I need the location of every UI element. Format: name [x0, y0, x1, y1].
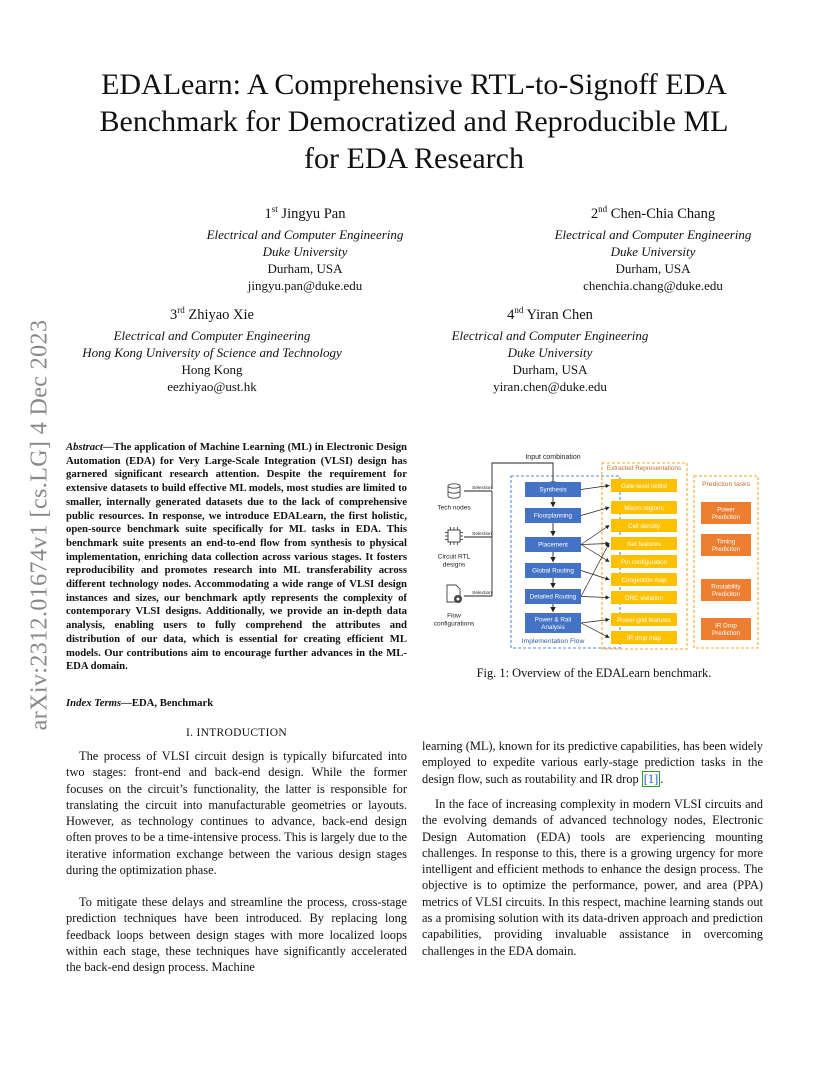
selection-label: Selection — [472, 591, 492, 596]
prediction-tasks-title: Prediction tasks — [702, 481, 750, 488]
intro-paragraph: To mitigate these delays and streamline the process, cross-stage prediction techniques have been introduced. By replacing long feedback loops between design stages with more localized loops within each stage, these techniques have significantly accelerated the back-end design process. Machine — [66, 895, 407, 975]
section-heading: I. INTRODUCTION — [186, 727, 287, 739]
representation-arrow — [581, 544, 609, 545]
abstract: Abstract—The application of Machine Learning (ML) in Electronic Design Automation (EDA) for Very Large-Scale Integration (VLSI) design has garnered significant research attention. Despite the requirement for extensive datasets to build effective ML models, most studies are limited to smaller, internally generated datasets due to the lack of comprehensive public resources. In response, we introduce EDALearn, the first holistic, open-source benchmark suite specifically for ML tasks in EDA. This benchmark suite presents an end-to-end flow from synthesis to physical implementation, enriching data collection across various stages. It fosters reproducibility and promotes research into ML transferability across different technology nodes. Accommodating a wide range of VLSI design instances and sizes, our benchmark aptly represents the complexity of contemporary VLSI designs. Additionally, we provide an in-depth data analysis, enabling users to fully comprehend the attributes and distribution of our data, which is essential for creating efficient ML models. Our contributions aim to encourage further advances in the ML-EDA domain. — [66, 441, 407, 673]
title-line: EDALearn: A Comprehensive RTL-to-Signoff EDA — [101, 68, 727, 101]
index-terms-label: Index Terms — [66, 697, 122, 709]
flow-step-label: Global Routing — [532, 567, 574, 575]
intro-paragraph: The process of VLSI circuit design is typically bifurcated into two stages: front-end and back-end design. While the former focuses on the circuit’s functionality, the latter is responsible for translating the circuit into manufacturable geometries or layouts. However, as technology continues to advance, back-end design often proves to be a time-intensive process. This is largely due to the iterative information exchange between the various design stages during the optimization phase. — [66, 749, 407, 878]
author-email: jingyu.pan@duke.edu — [247, 277, 363, 293]
prediction-task-label: Timing — [716, 538, 736, 546]
flow-step-label: Analysis — [541, 623, 565, 631]
author-name: 4nd Yiran Chen — [507, 305, 593, 323]
selection-label: Selection — [472, 486, 492, 491]
author-email: chenchia.chang@duke.edu — [583, 277, 723, 293]
prediction-task-label: Power — [717, 506, 735, 514]
representation-label: Gate-level netlist — [620, 483, 668, 490]
representation-label: Congestion map — [621, 577, 667, 584]
index-terms: Index Terms—EDA, Benchmark — [66, 697, 214, 709]
input-label-circuit-rtl: Circuit RTL — [437, 553, 471, 561]
author-institution: Duke University — [610, 243, 696, 259]
author-location: Hong Kong — [181, 361, 243, 377]
database-icon-top — [448, 484, 460, 488]
title-line: for EDA Research — [304, 142, 524, 175]
representation-arrow — [581, 526, 609, 545]
flow-step-label: Synthesis — [539, 486, 567, 494]
author-institution: Duke University — [507, 344, 593, 360]
extracted-representations-title: Extracted Representations — [606, 465, 682, 472]
representation-arrow — [581, 623, 609, 638]
abstract-text: The application of Machine Learning (ML) in Electronic Design Automation (EDA) for Very Large-Scale Integration (VLSI) design has garnered significant research attention. Despite the requirement for extensive datasets to build effective ML models, most studies are limited to smaller, internally generated datasets due to the lack of comprehensive public resources. In response, we introduce EDALearn, the first holistic, open-source benchmark suite specifically for ML tasks in EDA. This benchmark suite presents an end-to-end flow from synthesis to physical implementation, enriching data collection across various stages. It fosters reproducibility and promotes research into ML transferability across different technology nodes. Accommodating a wide range of VLSI design instances and sizes, our benchmark aptly represents the complexity of contemporary VLSI designs. Additionally, we provide an in-depth data analysis, enabling users to fully comprehend the attributes and distribution of our data, which is essential for creating efficient ML models. Our contributions aim to encourage further advances in the ML-EDA domain. — [66, 441, 407, 673]
author-institution: Duke University — [262, 243, 348, 259]
input-combination-label: Input combination — [525, 454, 581, 461]
author-name: 1st Jingyu Pan — [264, 204, 346, 222]
representation-arrow — [581, 486, 609, 490]
author-location: Durham, USA — [267, 260, 343, 276]
prediction-task-label: Prediciton — [711, 590, 741, 598]
abstract-label: Abstract — [66, 441, 103, 453]
flow-step-label: Floorplanning — [533, 512, 573, 520]
arxiv-identifier: arXiv:2312.01674v1 [cs.LG] 4 Dec 2023 — [26, 319, 53, 731]
input-label-circuit-rtl: designs — [442, 561, 466, 569]
author-department: Electrical and Computer Engineering — [554, 226, 752, 242]
chip-icon-body — [448, 530, 460, 542]
representation-arrow — [581, 620, 609, 624]
gear-icon-hole — [457, 598, 460, 601]
figure-1 — [427, 449, 763, 654]
author-name: 3rd Zhiyao Xie — [169, 305, 254, 323]
representation-label: DRC violation — [625, 595, 663, 602]
author-email: eezhiyao@ust.hk — [167, 378, 257, 394]
selection-label: Selection — [472, 532, 492, 537]
prediction-task-label: Prediciton — [711, 513, 741, 521]
author-department: Electrical and Computer Engineering — [451, 327, 649, 343]
author-block-3 — [40, 302, 384, 395]
prediction-task-label: Routability — [711, 583, 741, 591]
prediction-task-label: Prediciton — [711, 545, 741, 553]
representation-arrow — [581, 544, 609, 597]
representation-label: Pin configuration — [620, 559, 668, 566]
representation-arrow — [581, 597, 609, 598]
author-department: Electrical and Computer Engineering — [206, 226, 404, 242]
chip-icon — [445, 527, 463, 545]
input-label-tech-nodes: Tech nodes — [437, 504, 471, 512]
flow-step-label: Power & Rail — [534, 616, 572, 624]
representation-arrow — [581, 571, 609, 580]
author-institution: Hong Kong University of Science and Technology — [82, 344, 342, 360]
input-label-flow-configurations: configurations — [433, 620, 475, 628]
representation-label: IR drop map — [626, 635, 662, 642]
prediction-task-label: Prediction — [711, 629, 741, 637]
prediction-task-label: IR Drop — [715, 622, 737, 630]
intro-paragraph: In the face of increasing complexity in modern VLSI circuits and the evolving demands of advanced technology nodes, Electronic Design Automation (EDA) tools are experiencing mounting challenges. In response to this, there is a growing urgency for more intelligent and efficient methods to enhance the design process. The objective is to optimize the performance, power, and area (PPA) metrics of VLSI circuits. In this respect, machine learning stands out as a promising solution with its data-driven approach and prediction capabilities, providing invaluable assistance in overcoming challenges in the EDA domain. — [422, 797, 763, 958]
representation-label: Cell density — [628, 523, 660, 530]
author-block-1 — [140, 201, 470, 294]
benchmark-overview-diagram — [427, 449, 763, 654]
author-department: Electrical and Computer Engineering — [113, 327, 311, 343]
representation-label: Power grid features — [617, 617, 671, 624]
representation-label: Net features — [627, 541, 661, 548]
author-name: 2nd Chen-Chia Chang — [590, 204, 716, 222]
database-icon-band — [448, 491, 460, 493]
intro-paragraph-continued: learning (ML), known for its predictive capabilities, has been widely employed to expedite various early-stage prediction tasks in the design flow, such as routability and IR drop [1] . — [422, 739, 763, 786]
representation-arrow — [581, 545, 609, 562]
paper-title — [60, 66, 768, 177]
author-block-2 — [488, 201, 818, 294]
config-document-icon — [447, 585, 462, 603]
flow-step-label: Placement — [538, 541, 568, 549]
title-line: Benchmark for Democratized and Reproducible ML — [99, 105, 729, 138]
database-icon — [448, 484, 460, 498]
author-block-4 — [385, 302, 715, 395]
author-location: Durham, USA — [615, 260, 691, 276]
figure-caption: Fig. 1: Overview of the EDALearn benchmark. — [476, 666, 712, 680]
author-location: Durham, USA — [512, 361, 588, 377]
flow-step-label: Detailed Routing — [529, 593, 577, 601]
implementation-flow-title: Implementation Flow — [521, 638, 585, 645]
representation-label: Macro regions — [624, 505, 664, 512]
representation-arrow — [581, 508, 609, 516]
citation-link[interactable]: [1] — [643, 771, 659, 786]
author-email: yiran.chen@duke.edu — [493, 378, 607, 394]
index-terms-text: EDA, Benchmark — [131, 697, 214, 709]
input-label-flow-configurations: Flow — [447, 612, 461, 620]
